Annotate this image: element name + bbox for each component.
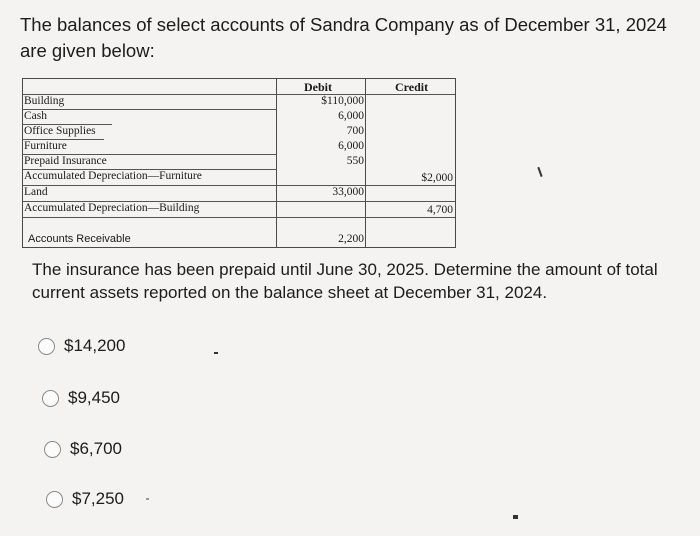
row-divider <box>22 185 455 186</box>
credit-value: 4,700 <box>427 204 453 216</box>
radio-button[interactable] <box>46 491 63 508</box>
account-balances-table <box>22 78 456 248</box>
stray-mark <box>537 167 542 177</box>
row-divider <box>22 217 455 218</box>
debit-value: 2,200 <box>338 233 364 245</box>
account-name: Accounts Receivable <box>28 233 131 245</box>
account-name: Accumulated Depreciation—Building <box>24 202 200 214</box>
row-divider <box>22 109 276 110</box>
debit-value: 700 <box>346 125 364 137</box>
radio-button[interactable] <box>38 338 55 355</box>
answer-option-2[interactable] <box>42 388 120 408</box>
account-name: Cash <box>24 110 47 122</box>
stray-mark <box>513 515 518 519</box>
answer-option-4[interactable] <box>46 489 124 509</box>
question-text: The insurance has been prepaid until June 30, 2025. Determine the amount of total current assets reported on the balance sheet at December 31, 2024. <box>32 260 658 302</box>
account-name: Accumulated Depreciation—Furniture <box>24 170 202 182</box>
credit-header: Credit <box>395 80 429 94</box>
account-name: Prepaid Insurance <box>24 155 107 167</box>
column-divider-debit <box>276 78 277 247</box>
debit-value: 550 <box>346 155 364 167</box>
account-name: Building <box>24 95 65 107</box>
option-label: $9,450 <box>68 388 120 407</box>
account-name: Land <box>24 186 48 198</box>
debit-value: 6,000 <box>338 110 364 122</box>
debit-value: 6,000 <box>338 140 364 152</box>
radio-button[interactable] <box>42 390 59 407</box>
header-divider <box>22 94 455 95</box>
option-label: $7,250 <box>72 489 124 508</box>
debit-value: 33,000 <box>332 186 364 198</box>
stray-mark <box>146 498 149 500</box>
stray-mark <box>214 352 218 354</box>
debit-value: $110,000 <box>321 95 364 107</box>
radio-button[interactable] <box>44 441 61 458</box>
answer-option-3[interactable] <box>44 439 122 459</box>
debit-header: Debit <box>304 80 332 94</box>
account-name: Furniture <box>24 140 67 152</box>
answer-option-1[interactable] <box>38 336 125 356</box>
credit-value: $2,000 <box>421 172 453 184</box>
problem-intro: The balances of select accounts of Sandra Company as of December 31, 2024 are given below: <box>20 14 667 61</box>
option-label: $6,700 <box>70 439 122 458</box>
column-divider-credit <box>365 78 366 247</box>
option-label: $14,200 <box>64 336 126 355</box>
account-name: Office Supplies <box>24 125 96 137</box>
